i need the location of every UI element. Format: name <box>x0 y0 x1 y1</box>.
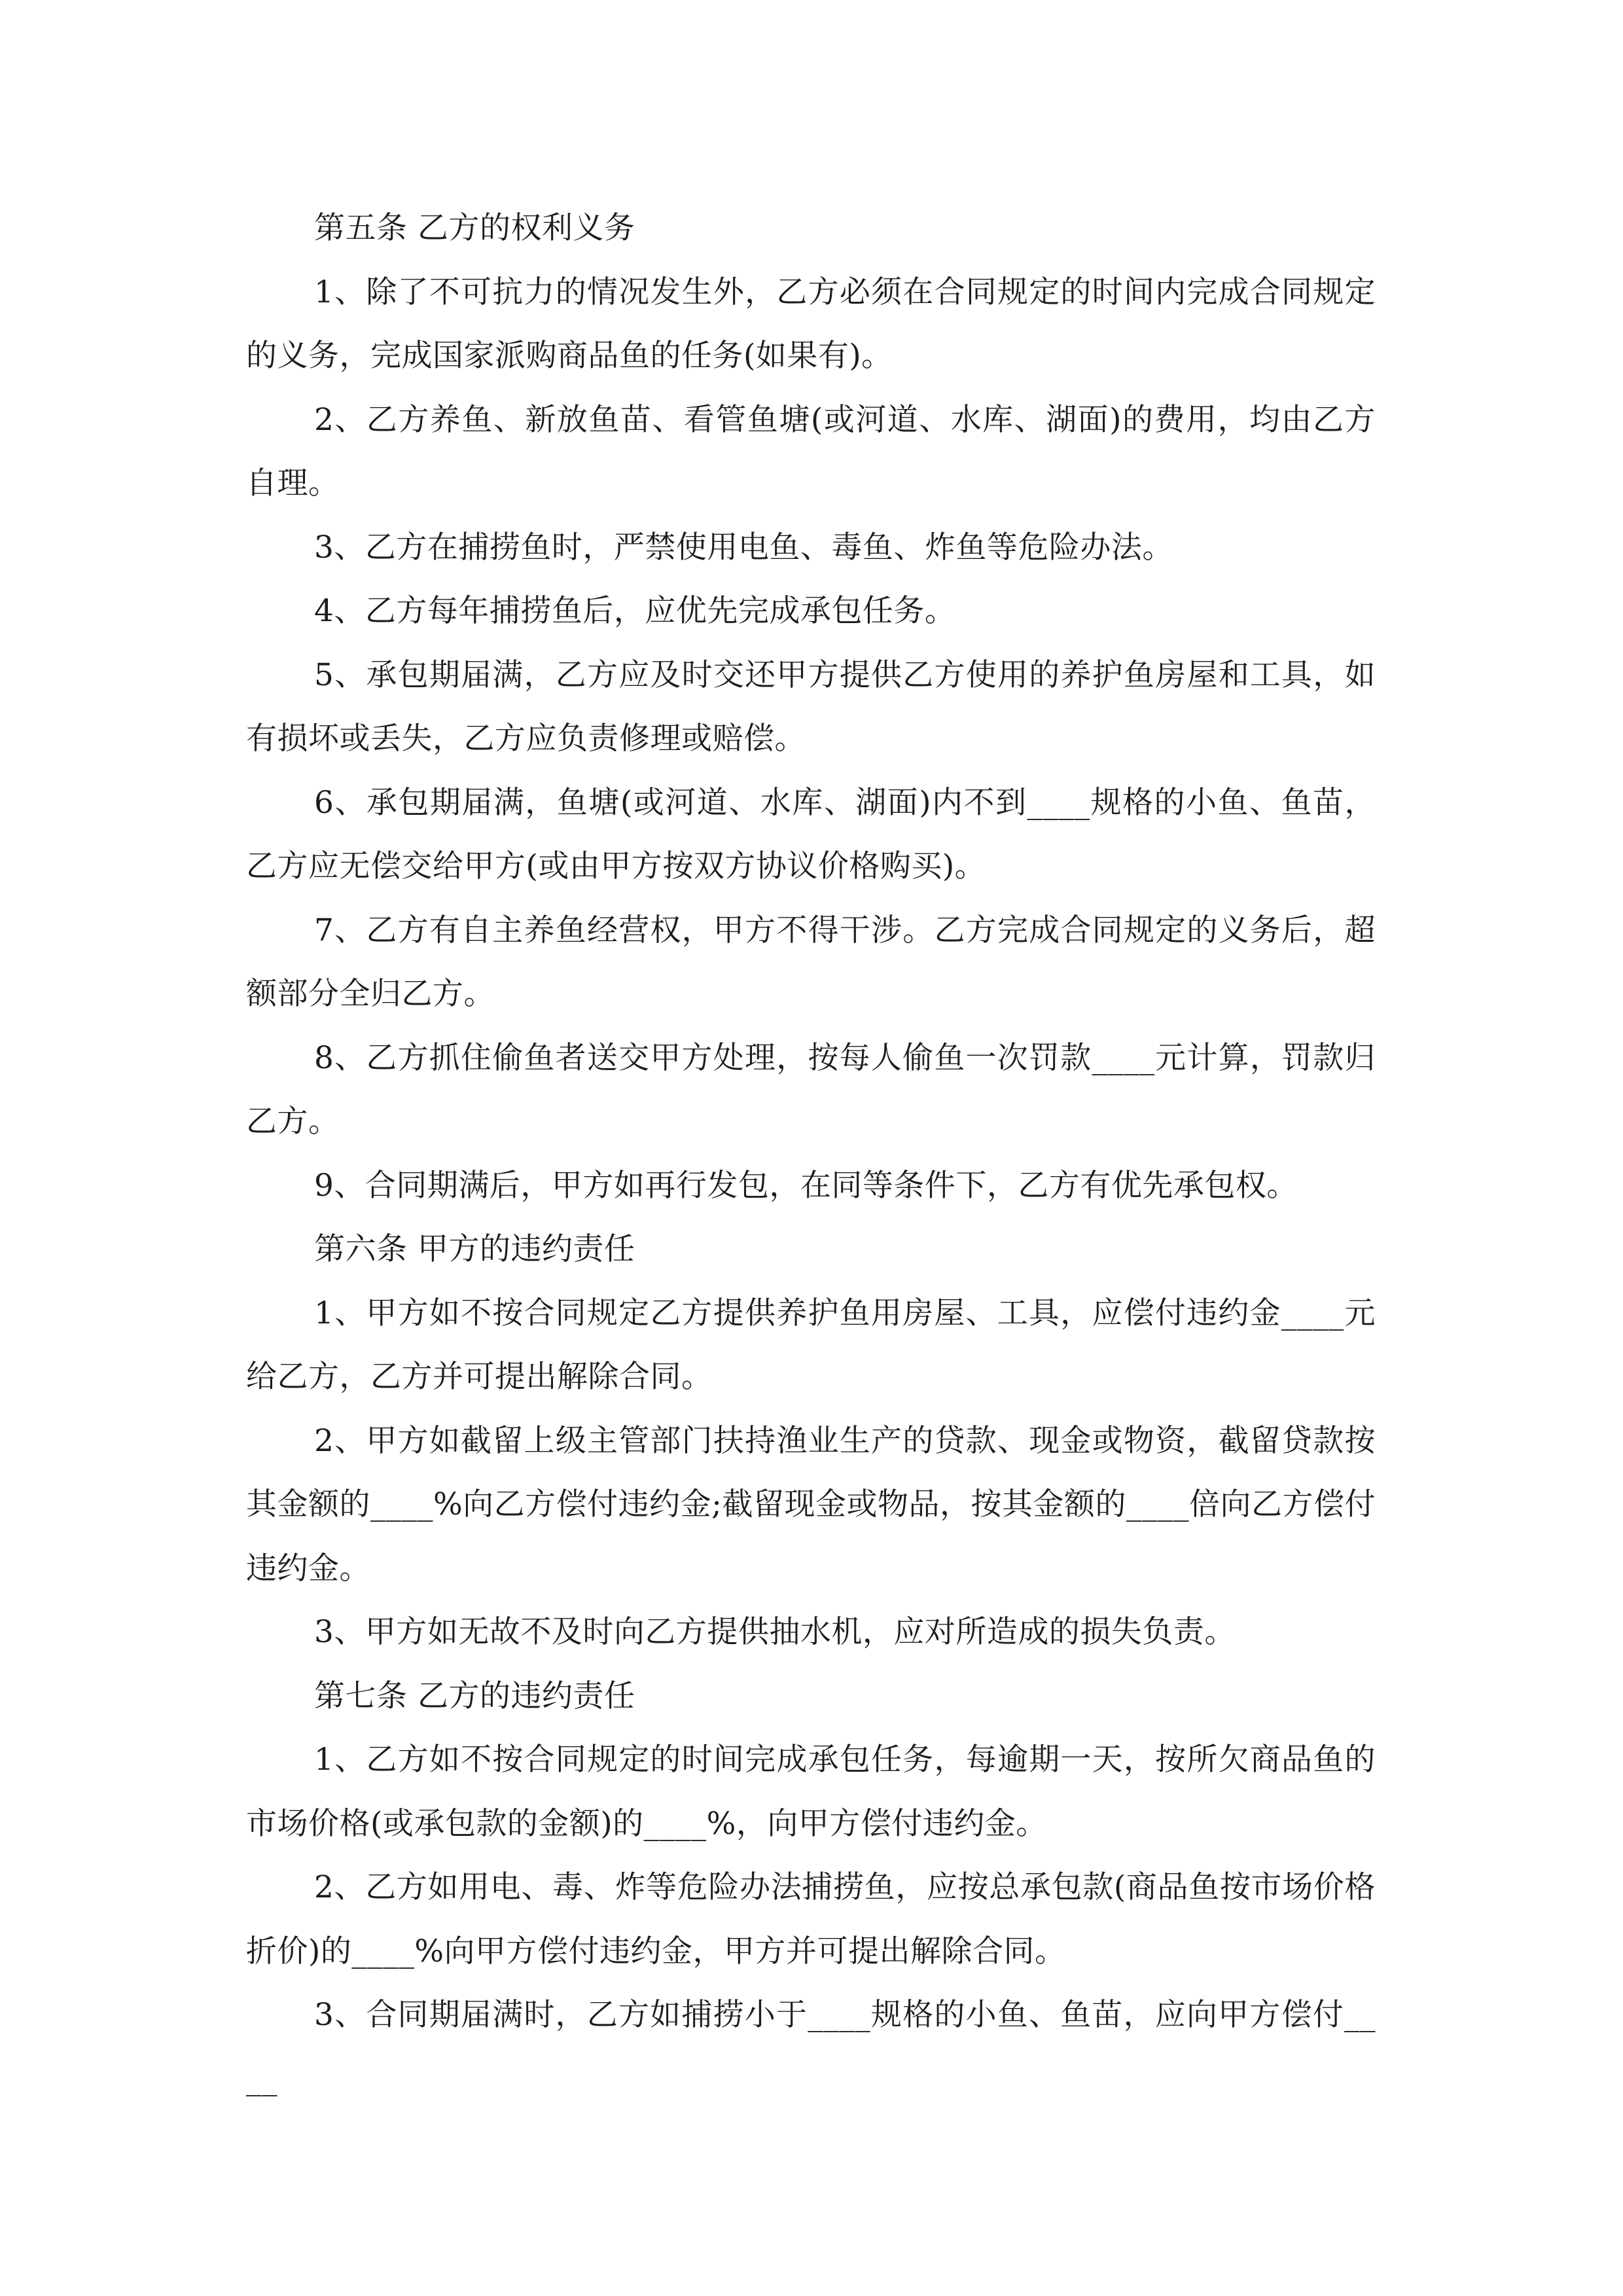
article-5-clause-7: 7、乙方有自主养鱼经营权，甲方不得干涉。乙方完成合同规定的义务后，超额部分全归乙方。 <box>246 912 1376 1012</box>
article-5-clause-2: 2、乙方养鱼、新放鱼苗、看管鱼塘(或河道、水库、湖面)的费用，均由乙方自理。 <box>246 401 1376 501</box>
article-5-clause-3: 3、乙方在捕捞鱼时，严禁使用电鱼、毒鱼、炸鱼等危险办法。 <box>314 529 1173 565</box>
article-6-clause-1: 1、甲方如不按合同规定乙方提供养护鱼用房屋、工具，应偿付违约金____元给乙方，乙方并可提出解除合同。 <box>246 1295 1376 1395</box>
article-5-clause-8: 8、乙方抓住偷鱼者送交甲方处理，按每人偷鱼一次罚款____元计算，罚款归乙方。 <box>246 1039 1376 1139</box>
article-7-heading: 第七条 乙方的违约责任 <box>314 1677 635 1714</box>
article-6-heading: 第六条 甲方的违约责任 <box>314 1231 635 1267</box>
article-7-clause-1: 1、乙方如不按合同规定的时间完成承包任务，每逾期一天，按所欠商品鱼的市场价格(或承包款的金额)的____%，向甲方偿付违约金。 <box>246 1742 1376 1842</box>
article-5-heading: 第五条 乙方的权利义务 <box>314 210 635 246</box>
article-5-clause-4: 4、乙方每年捕捞鱼后，应优先完成承包任务。 <box>314 593 956 629</box>
article-7-clause-2: 2、乙方如用电、毒、炸等危险办法捕捞鱼，应按总承包款(商品鱼按市场价格折价)的____%向甲方偿付违约金，甲方并可提出解除合同。 <box>246 1869 1376 1969</box>
article-6-clause-3: 3、甲方如无故不及时向乙方提供抽水机，应对所造成的损失负责。 <box>314 1614 1236 1650</box>
article-7-clause-3: 3、合同期届满时，乙方如捕捞小于____规格的小鱼、鱼苗，应向甲方偿付____ <box>246 1997 1376 2097</box>
article-6-clause-2: 2、甲方如截留上级主管部门扶持渔业生产的贷款、现金或物资，截留贷款按其金额的____%向乙方偿付违约金;截留现金或物品，按其金额的____倍向乙方偿付违约金。 <box>246 1422 1376 1587</box>
article-5-clause-5: 5、承包期届满，乙方应及时交还甲方提供乙方使用的养护鱼房屋和工具，如有损坏或丢失，乙方应负责修理或赔偿。 <box>246 656 1376 757</box>
article-5-clause-1: 1、除了不可抗力的情况发生外，乙方必须在合同规定的时间内完成合同规定的义务，完成国家派购商品鱼的任务(如果有)。 <box>246 274 1376 374</box>
article-5-clause-9: 9、合同期满后，甲方如再行发包，在同等条件下，乙方有优先承包权。 <box>314 1167 1298 1204</box>
document-body <box>246 196 1376 2111</box>
article-5-clause-6: 6、承包期届满，鱼塘(或河道、水库、湖面)内不到____规格的小鱼、鱼苗，乙方应无偿交给甲方(或由甲方按双方协议价格购买)。 <box>246 784 1376 884</box>
